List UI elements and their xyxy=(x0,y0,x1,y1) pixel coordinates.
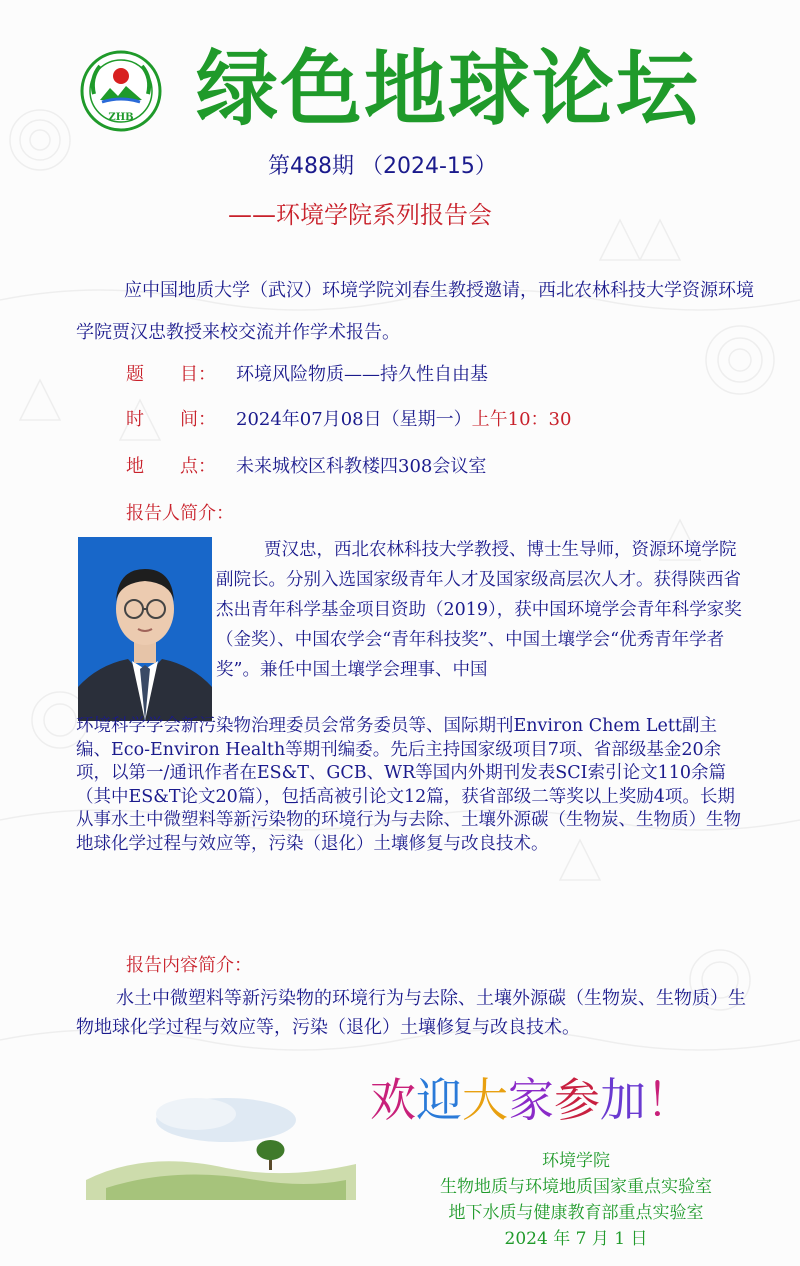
content-paragraph: 水土中微塑料等新污染物的环境行为与去除、土壤外源碳（生物炭、生物质）生物地球化学过程与效应等，污染（退化）土壤修复与改良技术。 xyxy=(76,988,746,1038)
zhb-logo xyxy=(80,50,162,132)
topic-value: 环境风险物质——持久性自由基 xyxy=(236,364,488,385)
time-value: 2024年07月08日（星期一） xyxy=(236,409,472,430)
place-row xyxy=(126,452,486,482)
footer-line-lab2: 地下水质与健康教育部重点实验室 xyxy=(448,1203,704,1223)
series-subtitle: ——环境学院系列报告会 xyxy=(228,201,492,229)
topic-label: 题 目： xyxy=(126,364,216,385)
footer-line-lab1: 生物地质与环境地质国家重点实验室 xyxy=(440,1177,712,1197)
speaker-photo xyxy=(78,537,212,721)
landscape-illustration xyxy=(86,1080,356,1200)
welcome-char: 加 xyxy=(600,1073,646,1127)
welcome-banner xyxy=(370,1068,692,1132)
welcome-char: ！ xyxy=(646,1073,692,1127)
time-row xyxy=(126,405,571,435)
time-label: 时 间： xyxy=(126,409,216,430)
topic-row xyxy=(126,360,488,390)
intro-paragraph: 应中国地质大学（武汉）环境学院刘春生教授邀请，西北农林科技大学资源环境学院贾汉忠教授来校交流并作学术报告。 xyxy=(76,280,754,343)
time-highlight: 上午10：30 xyxy=(471,409,572,430)
footer-date: 2024 年 7 月 1 日 xyxy=(504,1229,648,1249)
speaker-heading: 报告人简介： xyxy=(126,503,234,524)
welcome-char: 迎 xyxy=(416,1073,462,1127)
welcome-char: 大 xyxy=(462,1073,508,1127)
logo-text: ZHB xyxy=(108,112,134,123)
organizer-footer xyxy=(376,1148,776,1252)
content-heading: 报告内容简介： xyxy=(126,955,252,976)
welcome-char: 参 xyxy=(554,1073,600,1127)
place-label: 地 点： xyxy=(126,456,216,477)
speaker-bio-continued: 环境科学学会新污染物治理委员会常务委员等、国际期刊Environ Chem Lett副主编、Eco-Environ Health等期刊编委。先后主持国家级项目7项、省部级基金20余项，以第一/通讯作者在ES&T、GCB、WR等国内外期刊发表SCI索引论文110余篇（其中ES&T论文20篇），包括高被引论文12篇，获省部级二等奖以上奖励4项。长期从事水土中微塑料等新污染物的环境行为与去除、土壤外源碳（生物炭、生物质）生物地球化学过程与效应等，污染（退化）土壤修复与改良技术。 xyxy=(76,716,741,854)
welcome-char: 家 xyxy=(508,1073,554,1127)
forum-title: 绿色地球论坛 xyxy=(196,42,701,137)
issue-number: 第488期 （2024-15） xyxy=(268,154,497,179)
speaker-bio-intro: 贾汉忠，西北农林科技大学教授、博士生导师，资源环境学院副院长。分别入选国家级青年人才及国家级高层次人才。获得陕西省杰出青年科学基金项目资助（2019），获中国环境学会青年科学家奖（金奖）、中国农学会“青年科技奖”、中国土壤学会“优秀青年学者奖”。兼任中国土壤学会理事、中国 xyxy=(216,540,742,680)
footer-line-school: 环境学院 xyxy=(542,1151,610,1171)
welcome-char: 欢 xyxy=(370,1073,416,1127)
place-value: 未来城校区科教楼四308会议室 xyxy=(236,456,487,477)
